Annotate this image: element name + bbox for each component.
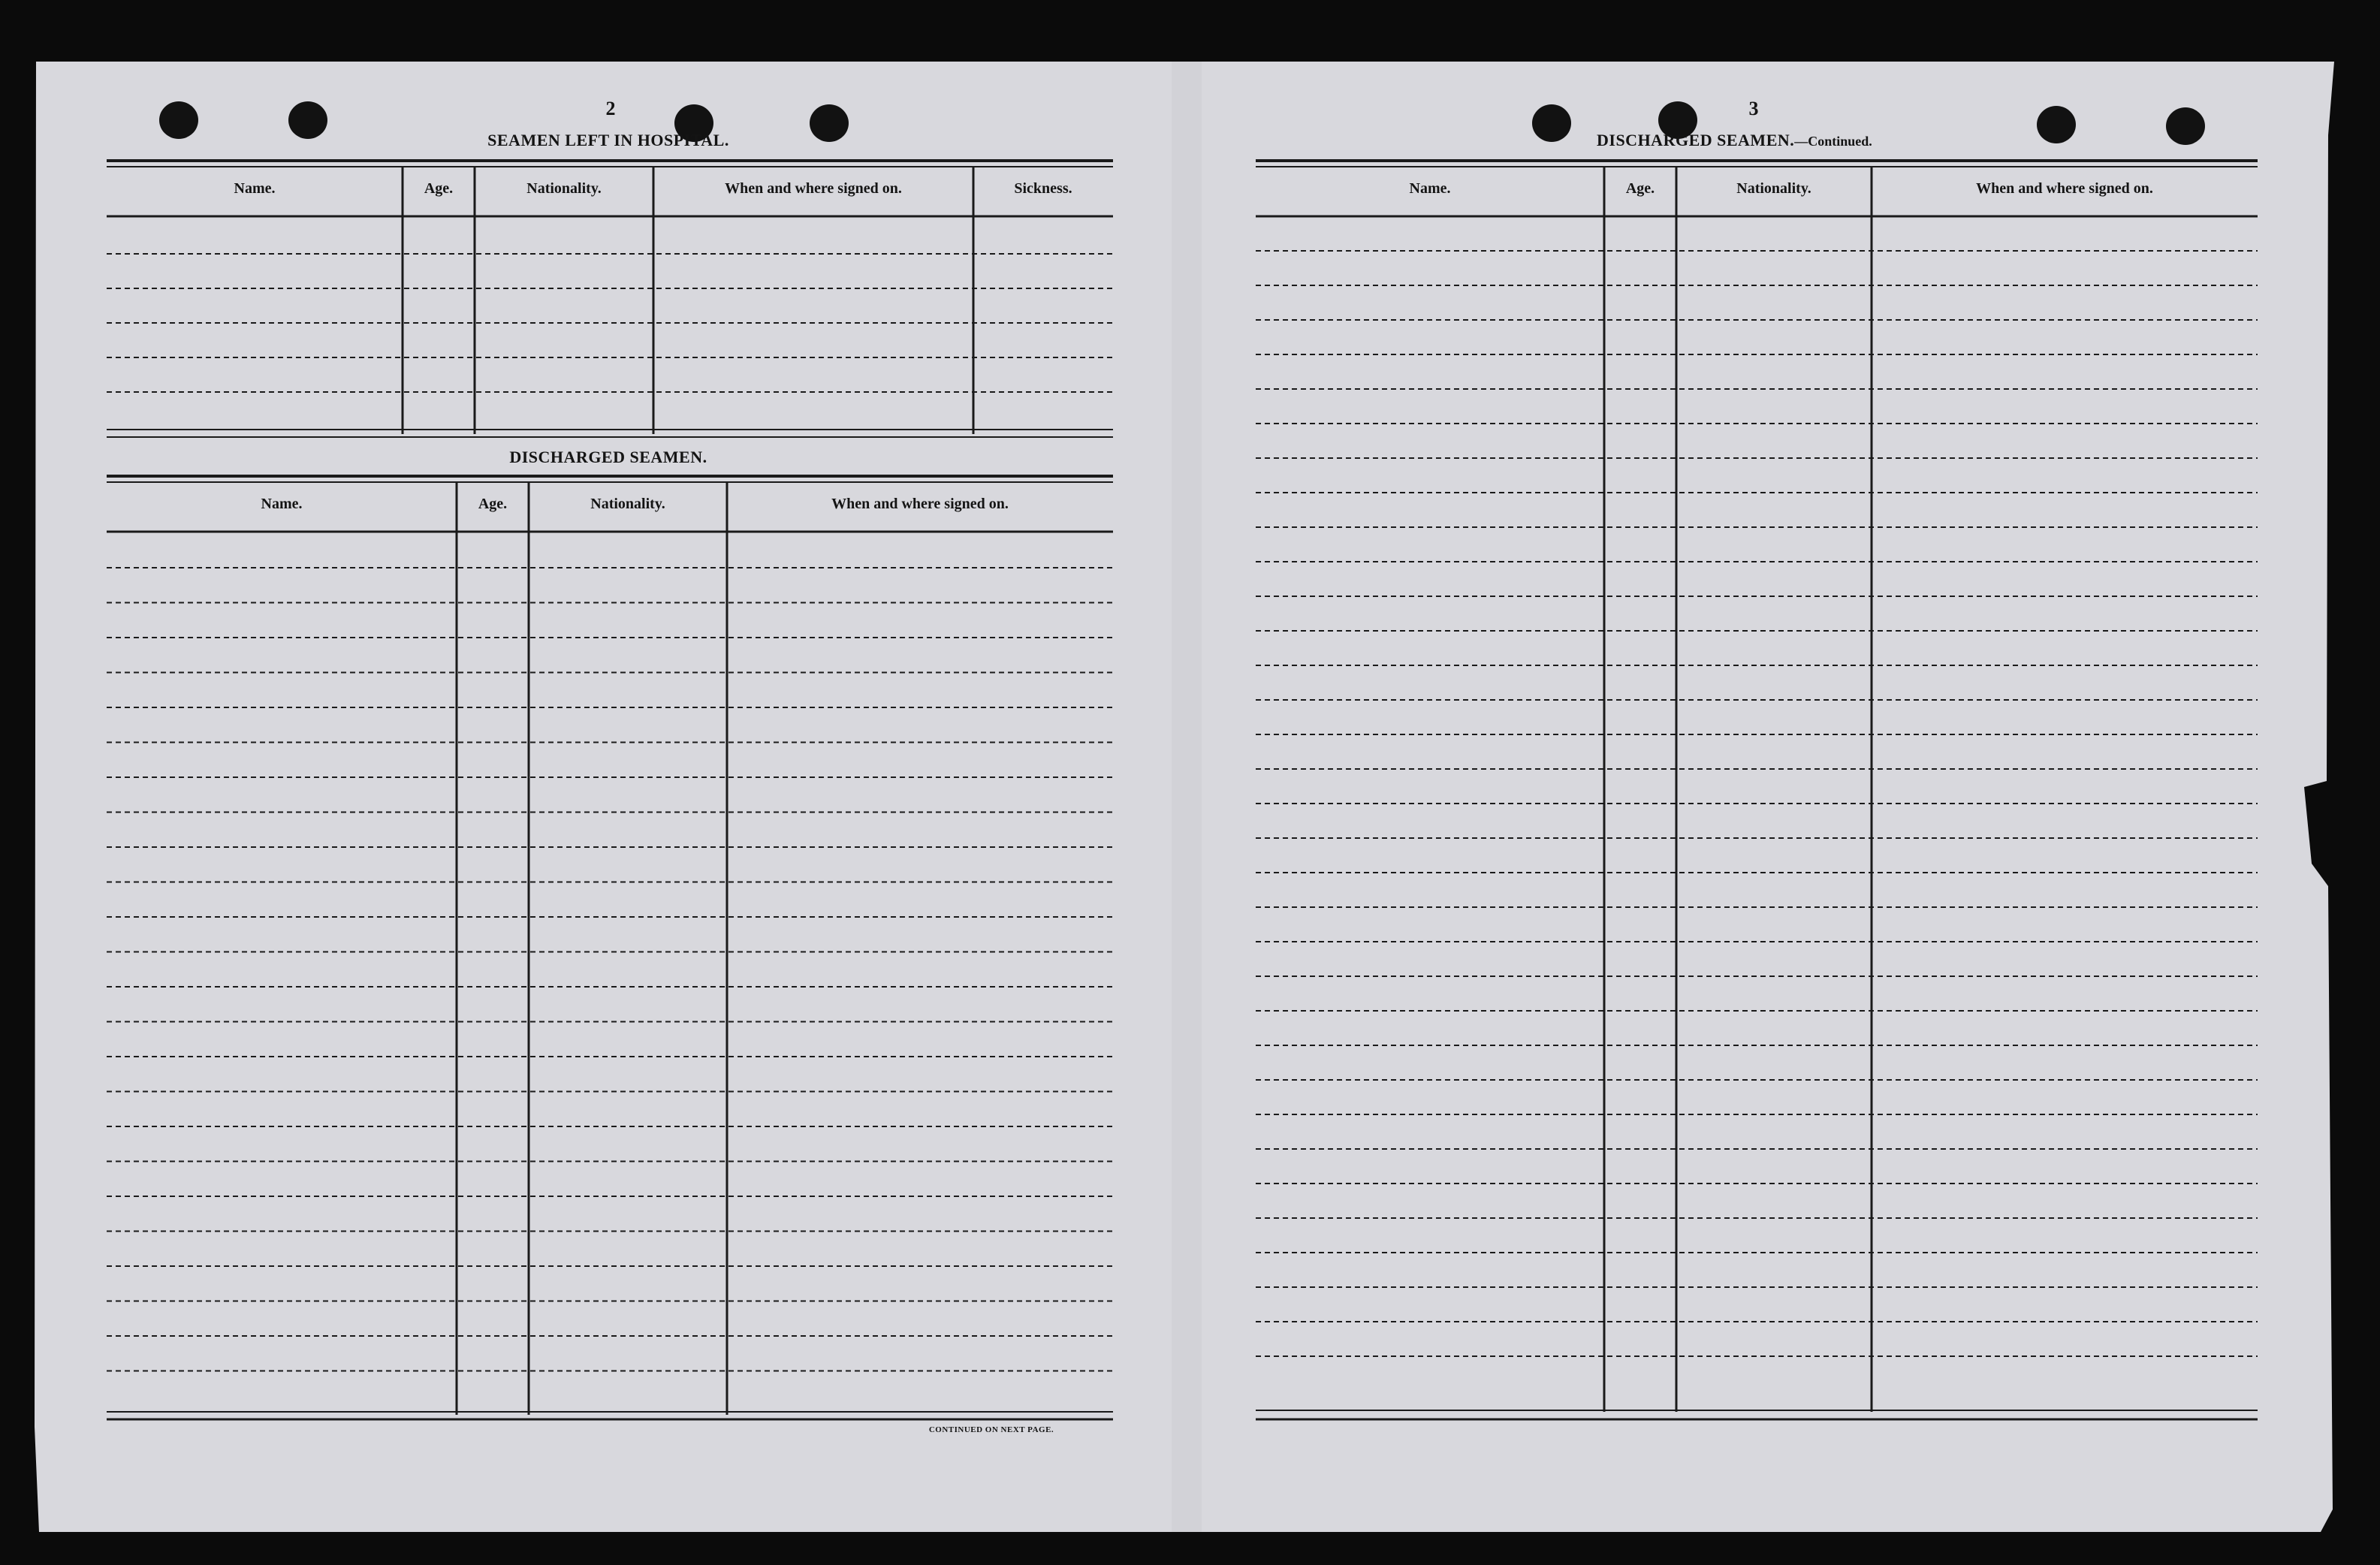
discharged-col-age: Age. xyxy=(478,496,508,512)
punch-hole xyxy=(2037,106,2076,143)
discharged-col-nationality: Nationality. xyxy=(590,496,665,512)
right-col-name: Name. xyxy=(1409,180,1451,197)
discharged-col-signed-on: When and where signed on. xyxy=(831,496,1009,512)
page-number-left: 2 xyxy=(605,98,616,119)
hospital-col-name: Name. xyxy=(234,180,276,197)
punch-hole xyxy=(2166,107,2205,145)
continued-suffix: —Continued. xyxy=(1794,134,1872,149)
discharged-col-name: Name. xyxy=(261,496,303,512)
punch-hole xyxy=(288,101,327,139)
continued-footer: CONTINUED ON NEXT PAGE. xyxy=(928,1425,1054,1434)
hospital-col-nationality: Nationality. xyxy=(526,180,602,197)
hospital-col-signed-on: When and where signed on. xyxy=(725,180,902,197)
page-number-right: 3 xyxy=(1748,98,1759,119)
hospital-section-title: SEAMEN LEFT IN HOSPITAL. xyxy=(487,131,729,149)
hospital-col-age: Age. xyxy=(424,180,454,197)
center-fold xyxy=(1172,62,1202,1532)
right-col-signed-on: When and where signed on. xyxy=(1976,180,2153,197)
continued-section-title-text: DISCHARGED SEAMEN. xyxy=(1597,131,1795,149)
right-col-nationality: Nationality. xyxy=(1736,180,1811,197)
continued-section-title xyxy=(1597,131,1872,150)
punch-hole xyxy=(1532,104,1571,142)
punch-hole xyxy=(810,104,849,142)
right-col-age: Age. xyxy=(1625,180,1655,197)
hospital-col-sickness: Sickness. xyxy=(1014,180,1072,197)
discharged-section-title: DISCHARGED SEAMEN. xyxy=(509,448,707,466)
punch-hole xyxy=(159,101,198,139)
